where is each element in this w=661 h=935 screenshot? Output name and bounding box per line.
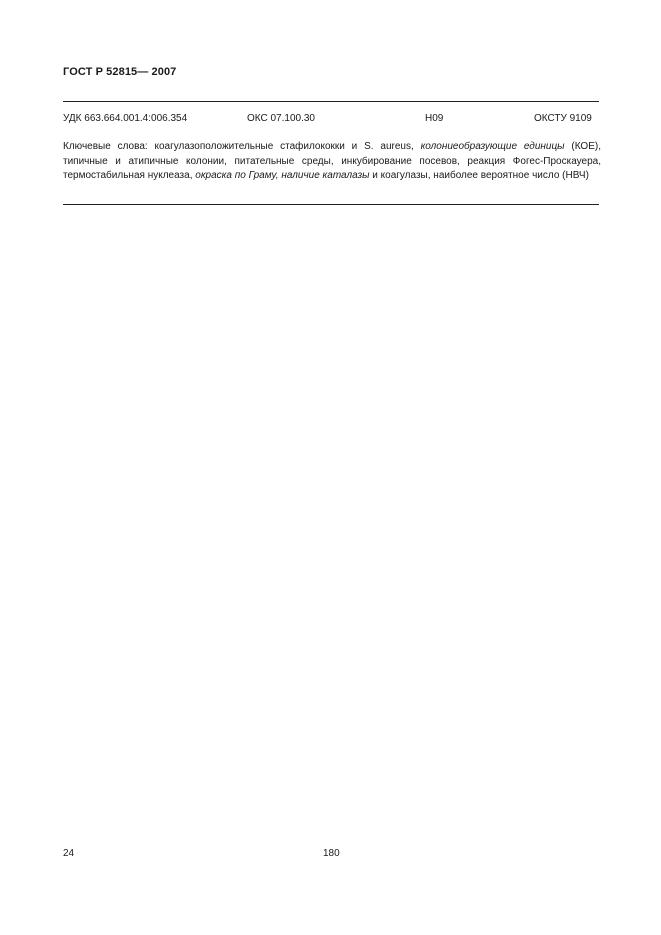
top-divider xyxy=(63,101,599,102)
keywords-text-1: Ключевые слова: коагулазоположительные стафилококки и S. aureus, xyxy=(63,141,421,152)
page-number: 24 xyxy=(63,848,75,859)
keywords-italic-2: окраска по Граму, наличие каталазы xyxy=(195,170,370,181)
keywords-text-2: (КОЕ), типичные и атипичные колонии, питательные среды, инкубирование посевов, реакция Фогес-Проскауера, термостабильная нуклеаза, xyxy=(63,141,601,181)
document-code-header: ГОСТ Р 52815— 2007 xyxy=(63,66,177,78)
keywords-paragraph xyxy=(63,140,601,184)
keywords-text-3: и коагулазы, наиболее вероятное число (НВЧ) xyxy=(369,170,589,181)
keywords-italic-1: колониеобразующие единицы xyxy=(420,141,565,152)
bottom-divider xyxy=(63,204,599,205)
sheet-number: 180 xyxy=(323,848,340,859)
group-code: Н09 xyxy=(425,113,444,124)
okstu-code: ОКСТУ 9109 xyxy=(534,113,592,124)
udk-code: УДК 663.664.001.4:006.354 xyxy=(63,113,188,124)
oks-code: ОКС 07.100.30 xyxy=(247,113,315,124)
